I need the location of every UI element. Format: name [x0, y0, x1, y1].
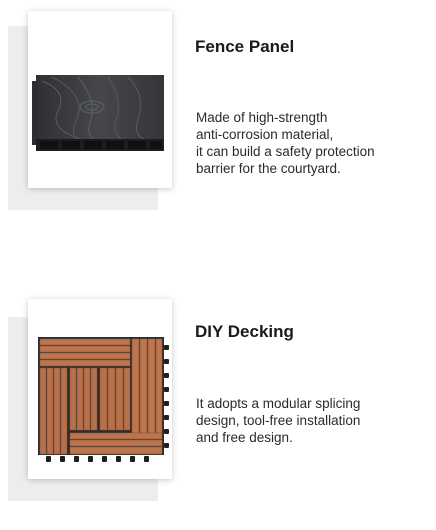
fence-panel-image — [28, 11, 172, 188]
diy-decking-image — [28, 299, 172, 479]
product-card-fence-panel — [0, 0, 436, 230]
description-line: anti-corrosion material, — [196, 127, 334, 142]
description-line: and free design. — [196, 430, 293, 445]
product-title: Fence Panel — [195, 37, 295, 56]
product-image-frame — [28, 299, 172, 479]
description-line: barrier for the courtyard. — [196, 161, 341, 176]
product-description — [196, 395, 426, 446]
product-title: DIY Decking — [195, 322, 294, 341]
description-line: Made of high-strength — [196, 110, 328, 125]
description-line: design, tool-free installation — [196, 413, 361, 428]
product-card-diy-decking — [0, 290, 436, 520]
product-description — [196, 109, 426, 177]
description-line: It adopts a modular splicing — [196, 396, 361, 411]
product-image-frame — [28, 11, 172, 188]
description-line: it can build a safety protection — [196, 144, 375, 159]
